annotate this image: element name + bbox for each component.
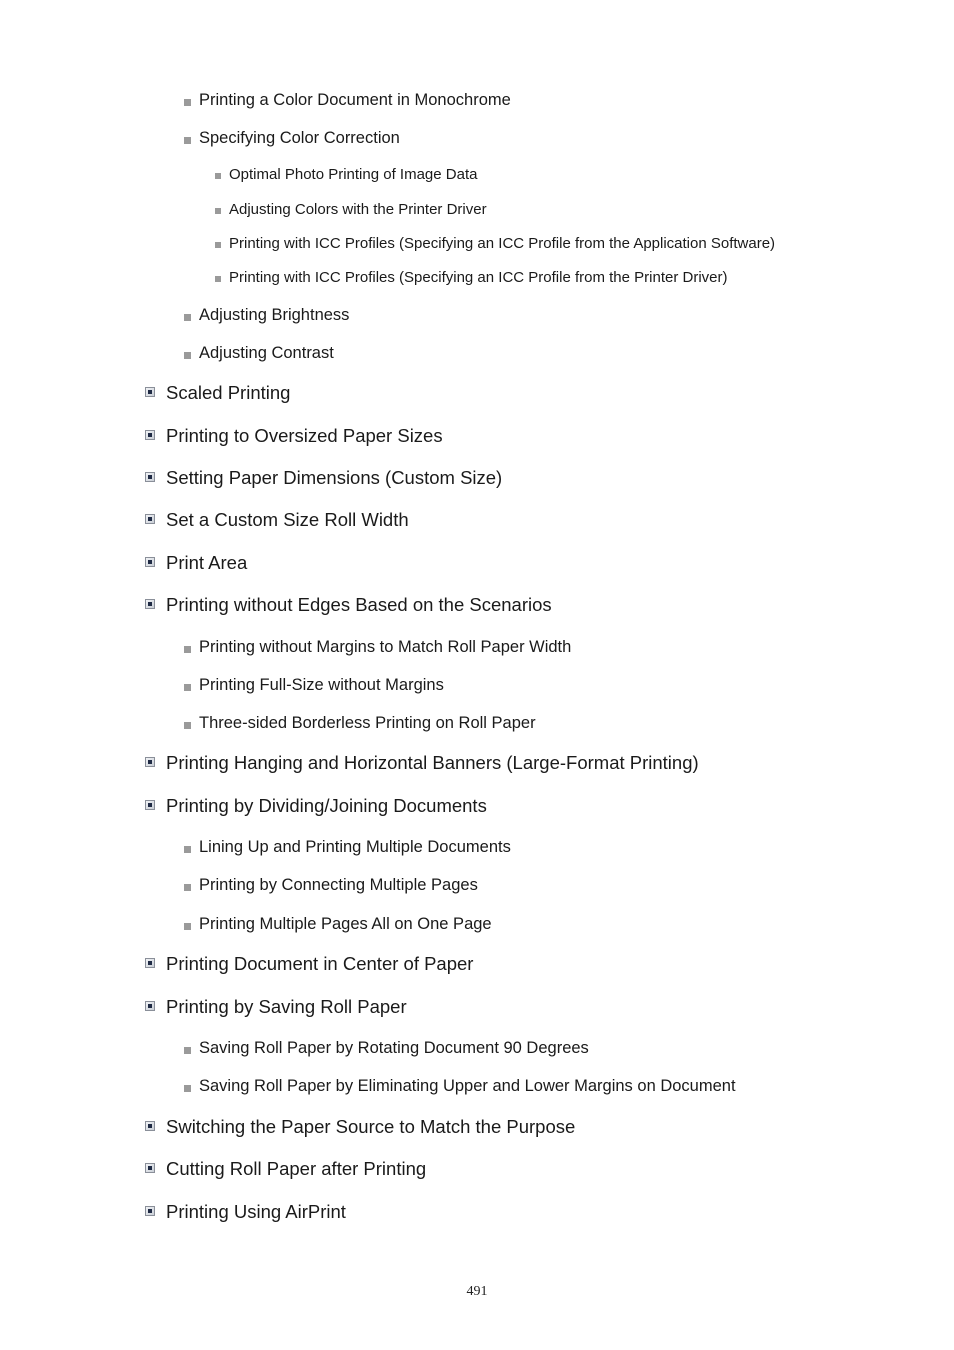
toc-link-label: Set a Custom Size Roll Width (166, 509, 409, 530)
toc-link-label: Printing Document in Center of Paper (166, 953, 474, 974)
book-bullet-icon (145, 757, 155, 767)
square-bullet-icon (184, 1085, 191, 1092)
square-bullet-icon (184, 314, 191, 321)
toc-link-label: Adjusting Contrast (199, 344, 334, 362)
book-bullet-icon (145, 557, 155, 567)
toc-link-label: Lining Up and Printing Multiple Documents (199, 838, 511, 856)
square-bullet-icon (215, 208, 221, 214)
book-bullet-icon (145, 800, 155, 810)
toc-link-label: Saving Roll Paper by Eliminating Upper and Lower Margins on Document (199, 1077, 736, 1095)
toc-link-label: Printing a Color Document in Monochrome (199, 91, 511, 109)
book-bullet-icon (145, 1121, 155, 1131)
square-bullet-icon (184, 1047, 191, 1054)
square-bullet-icon (184, 923, 191, 930)
book-bullet-icon (145, 958, 155, 968)
toc-link-label: Three-sided Borderless Printing on Roll Paper (199, 714, 536, 732)
book-bullet-icon (145, 430, 155, 440)
book-bullet-icon (145, 387, 155, 397)
square-bullet-icon (184, 99, 191, 106)
toc-link-label: Specifying Color Correction (199, 129, 400, 147)
book-bullet-icon (145, 472, 155, 482)
toc-link-label: Optimal Photo Printing of Image Data (229, 166, 478, 183)
toc-link-label: Printing Multiple Pages All on One Page (199, 915, 492, 933)
toc-link-label: Printing Hanging and Horizontal Banners (Large-Format Printing) (166, 752, 699, 773)
book-bullet-icon (145, 599, 155, 609)
toc-link-label: Cutting Roll Paper after Printing (166, 1158, 427, 1179)
toc-link-label: Printing without Edges Based on the Scenarios (166, 594, 552, 615)
toc-link-label: Printing with ICC Profiles (Specifying an ICC Profile from the Printer Driver) (229, 269, 728, 286)
square-bullet-icon (215, 173, 221, 179)
toc-link-label: Saving Roll Paper by Rotating Document 90 Degrees (199, 1039, 589, 1057)
toc-link-label: Printing Full-Size without Margins (199, 676, 444, 694)
toc-link-label: Scaled Printing (166, 382, 291, 403)
square-bullet-icon (184, 684, 191, 691)
square-bullet-icon (184, 137, 191, 144)
square-bullet-icon (184, 722, 191, 729)
toc-link-label: Printing by Connecting Multiple Pages (199, 876, 478, 894)
book-bullet-icon (145, 1206, 155, 1216)
square-bullet-icon (215, 242, 221, 248)
toc-link-label: Printing Using AirPrint (166, 1201, 346, 1222)
square-bullet-icon (215, 276, 221, 282)
toc-link-label: Printing to Oversized Paper Sizes (166, 425, 443, 446)
square-bullet-icon (184, 352, 191, 359)
toc-link-label: Printing by Saving Roll Paper (166, 996, 407, 1017)
page-number: 491 (466, 1284, 488, 1299)
toc-link-label: Printing without Margins to Match Roll Paper Width (199, 638, 572, 656)
book-bullet-icon (145, 1163, 155, 1173)
toc-link-label: Switching the Paper Source to Match the Purpose (166, 1116, 576, 1137)
square-bullet-icon (184, 646, 191, 653)
toc-link-label: Printing with ICC Profiles (Specifying an ICC Profile from the Application Software) (229, 235, 776, 252)
toc-link-label: Printing by Dividing/Joining Documents (166, 795, 487, 816)
toc-link-label: Adjusting Colors with the Printer Driver (229, 201, 487, 218)
toc-link-label: Print Area (166, 552, 248, 573)
square-bullet-icon (184, 884, 191, 891)
toc-link-label: Adjusting Brightness (199, 306, 350, 324)
book-bullet-icon (145, 514, 155, 524)
square-bullet-icon (184, 846, 191, 853)
toc-link-label: Setting Paper Dimensions (Custom Size) (166, 467, 503, 488)
book-bullet-icon (145, 1001, 155, 1011)
